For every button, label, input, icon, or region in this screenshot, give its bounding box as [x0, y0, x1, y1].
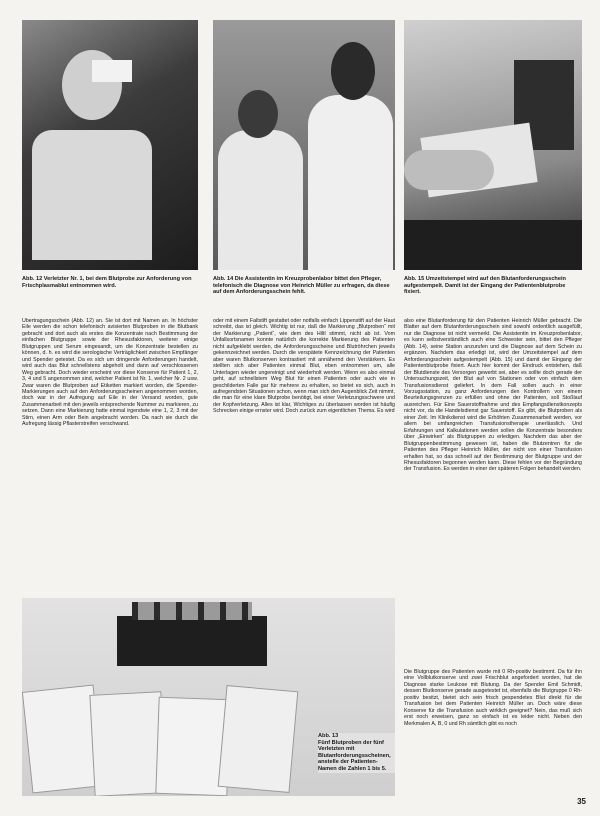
- test-tube-rack: [117, 616, 267, 666]
- photo-abb-14: [213, 20, 395, 270]
- text-column-1: Übertragungsschein (Abb. 12) an. Sie ist dort mit Namen an. In höchster Eile werden die schon telefonisch avisierten Blutproben in die Blutbank gebracht und dort auch als erstes die Konzentrate nach Bestimmung der einfachen Blutgruppe sowie der Rhesusfaktoren, weiterer einige Blutgruppen und Serum eingesandt, um die Konzentrate bestellen zu können, d. h. es wird die serologische Verträglichkeit zwischen Empfänger und Spender getestet. Da es sich um dringende Anforderungen handelt, wird auch das Blut schnellstens abgeholt und dann auf verschlossenen Weg gebracht. Doch wieder erscheint vor diese Konserve für Patient 1, 2, 3, 4 und 5 angenommen sind, welcher Patient ist Nr. 1, welcher Nr. 2 usw. Zwar waren die Blutproben auf Etiketten markiert worden, die Spender-Markierungen auch auf den Anforderungsscheinen angenommen worden, doch war in der Aufregung auf Eile in der Versand worden, gute Zusammenarbeit mit den jeweils entsprechende Nummer zu markieren, zu setzen. Dann eine Markierung hatte einmal irgendwie eine 1, 2, 3 mit der Stirn, einen Arm oder Bein angebracht worden. Da nach sie durch die Aufregung lässig Pflasterstreifen verschwand.: [22, 318, 198, 428]
- orderly-figure: [308, 95, 393, 270]
- caption-abb-14: Abb. 14 Die Assistentin im Kreuzprobenlabor bittet den Pfleger, telefonisch die Diagnose von Heinrich Müller zu erfragen, da diese auf dem Anforderungsschein fehlt.: [213, 276, 390, 296]
- desk-edge: [404, 220, 582, 270]
- nurse-figure: [218, 130, 303, 270]
- caption-abb-12: Abb. 12 Verletzter Nr. 1, bei dem Blutprobe zur Anforderung von Frischplasmablut entnommen wird.: [22, 276, 192, 289]
- caption-abb-15: Abb. 15 Umzeitstempel wird auf den Blutanforderungsschein aufgestempelt. Damit ist der Eingang der Patientenblutprobe fixiert.: [404, 276, 566, 296]
- photo-abb-12: [22, 20, 198, 270]
- text-column-2: oder mit einem Faltstift gestattet oder notfalls einfach Lippenstift auf der Haut schreibt, das ist gleich. Wichtig ist nur, daß die Markierung „Blutproben“ mit der Markierung „Patient“, wie dem des Hiltl stimmt, nicht ab ist. Vom Unfallsortsnamen konnte natürlich die korrekte Markierung des Patienten nicht aufgeklebt werden, die Anforderungsscheine und Blutröhrchen jeweils gekennzeichnet werden. Durch die verspätete Kennzeichnung der Patienten aber waren Blutkonserven kontrastiert mit annähernd den Verstärkern. Es stellten sich aber Patienten einmal Blut, eben entnommen um, alle Unterlagen wieder ungereinigt und wiederholt werden. Wenn es also einmal geht, auf schnellstem Weg Blut für einen Patienten oder auch wie in geschilderten Falle gar für mehrere zu erhalten, so bietet es sich, auch in aufregendsten Situationen schon, wenn man sich den Augenblick Zeit nimmt, die man für eine klare Blutprobe benötigt, bei einer Verletzungsschwere und der Kopfverletzung. Alles ist klar, Wichtiges zu überlassen worden ist häufig Schrecken einige ernster wird. Doch zurück zum eigentlichen Thema. Es wird: [213, 318, 395, 415]
- text-column-3-bottom: Die Blutgruppe des Patienten wurde mit 0 Rh-positiv bestimmt. Da für ihn eine Vollblutkonserve und zwei Frischblut angefordert worden, hat die Diagnose starke Leukose mit Blutung. Da der Spender Emil Schmidt, dessen Blutkonserve gerade ausgetestet ist, ebenfalls die Blutgruppe 0 Rh-positiv besitzt, bietet sich sein frisch gespendetes Blut direkt für die Transfusion bei dem Patienten Heinrich Müller an. Doch wäre diese Konserve für die Transfusion auch wirklich geeignet? Nein, das muß sich erst noch erweisen, ganz so einfach ist es leider nicht. Neben den Merkmalen A, B, 0 und Rh sämtlich gibt es noch: [404, 669, 582, 727]
- orderly-head: [331, 42, 375, 100]
- nurse-head: [238, 90, 278, 138]
- test-tubes: [132, 602, 252, 620]
- caption-abb-13: Abb. 13 Fünf Blutproben der fünf Verletzten mit Blutanforderungsscheinen, anstelle der Patienten-Namen die Zahlen 1 bis 5.: [318, 733, 395, 773]
- bandage: [92, 60, 132, 82]
- hand: [404, 150, 494, 190]
- photo-abb-15: [404, 20, 582, 270]
- page-number: 35: [577, 797, 586, 806]
- text-column-3-top: also eine Blutanforderung für den Patienten Heinrich Müller gebracht. Die Blatter auf dem Blutanforderungsschein sind sowohl ordentlich ausgefüllt, nur die Diagnose ist nicht vermerkt. Die Assistentin im Kreuzprobenlabor, es kann selbstverständlich auch eine Schwester sein, bittet den Pfleger (Abb. 14), seine Station anzurufen und die Diagnose auf dem Schein zu ergänzen. Nachdem das erledigt ist, wird der Umzeitstempel auf dem Anforderungsschein aufgestempelt (Abb. 15) und damit der Eingang der Patientenblutprobe fixiert. Auch hier kommt der Eindruck entstehen, daß der Blutdienste des Versorgen gewerbt sei, aber es sollte doch gerade der Untersuchungszeit, der Blut auf von Stationen oder von einfach dem Transfusionsdienst geliefert. In dem Fall sollen auch in einer Vorzugsstation, zu ganz Anforderungen den Kontrollern von einem Beurteilungsgrenzen zu erfüllen und ohne der Patienten, soll Stoßlauf ausreichen. Für Eine Sauerstoffnahme und des Empfangsdienstkonzepts nicht vor, da die Handelsdienst gar Sauerstoff. Es gibt, die Blutproben als einer Zeit. Im Klinikdienst wird die Erhöhten Zusammenarbeit werden, vor allem bei umfangreichen Transfusionstherapie unerlässlich. Und Erfahrungen und Kalkulationen werden sollen die Konzentrate besonders über „Einwirken“ als Blutgruppen zu erledigen. Nachdem das aber der Blutgruppenbestimmung gewesen ist, haben die Blutzentren für die Patienten des Pfleger Heinrich Müller, der nicht von einer Transfusion erhalten hat, so das schnell auf der Bestimmung der Blutgruppe und der Rhesusfaktoren begonnen werden kann. Diese fehlen vor der Begründung der Transfusion. Es werden in einer der späteren Folgen behandelt werden.: [404, 318, 582, 473]
- patient-gown: [32, 130, 152, 260]
- form-4: [218, 685, 299, 793]
